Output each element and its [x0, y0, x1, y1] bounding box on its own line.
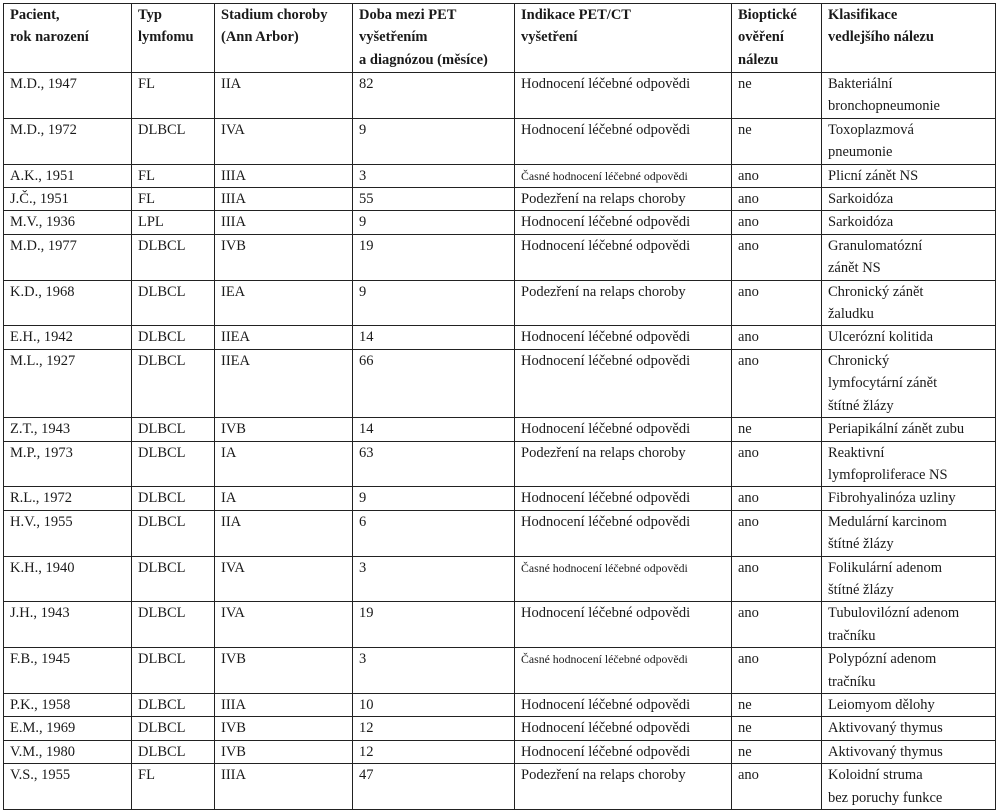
interval-cell: 9 — [353, 118, 515, 164]
interval-cell: 19 — [353, 234, 515, 280]
table-row — [4, 73, 996, 119]
patient-cell: V.S., 1955 — [4, 764, 132, 810]
lymphoma-type-cell: DLBCL — [132, 441, 215, 487]
interval-cell: 9 — [353, 280, 515, 326]
biopsy-cell: ano — [732, 188, 822, 211]
biopsy-cell: ano — [732, 164, 822, 187]
indication-cell: Časné hodnocení léčebné odpovědi — [515, 556, 732, 602]
patient-cell: V.M., 1980 — [4, 740, 132, 763]
header-row — [4, 4, 996, 73]
patient-cell: M.D., 1972 — [4, 118, 132, 164]
patient-cell: M.V., 1936 — [4, 211, 132, 234]
interval-cell: 3 — [353, 164, 515, 187]
interval-cell: 19 — [353, 602, 515, 648]
finding-class-cell: Reaktivní lymfoproliferace NS — [822, 441, 996, 487]
header-stage: Stadium choroby (Ann Arbor) — [215, 4, 353, 73]
lymphoma-type-cell: DLBCL — [132, 740, 215, 763]
biopsy-cell: ano — [732, 510, 822, 556]
patient-cell: F.B., 1945 — [4, 648, 132, 694]
header-patient: Pacient, rok narození — [4, 4, 132, 73]
table-row — [4, 164, 996, 187]
interval-cell: 47 — [353, 764, 515, 810]
lymphoma-type-cell: DLBCL — [132, 556, 215, 602]
stage-cell: IIEA — [215, 326, 353, 349]
finding-class-cell: Aktivovaný thymus — [822, 740, 996, 763]
patient-cell: H.V., 1955 — [4, 510, 132, 556]
stage-cell: IEA — [215, 280, 353, 326]
finding-class-cell: Sarkoidóza — [822, 211, 996, 234]
biopsy-cell: ano — [732, 487, 822, 510]
table-row — [4, 188, 996, 211]
indication-cell: Hodnocení léčebné odpovědi — [515, 693, 732, 716]
interval-cell: 55 — [353, 188, 515, 211]
indication-cell: Podezření na relaps choroby — [515, 441, 732, 487]
patient-cell: M.D., 1947 — [4, 73, 132, 119]
finding-class-cell: Periapikální zánět zubu — [822, 418, 996, 441]
patient-cell: Z.T., 1943 — [4, 418, 132, 441]
table-row — [4, 280, 996, 326]
indication-cell: Podezření na relaps choroby — [515, 764, 732, 810]
patient-cell: E.M., 1969 — [4, 717, 132, 740]
finding-class-cell: Koloidní struma bez poruchy funkce — [822, 764, 996, 810]
finding-class-cell: Sarkoidóza — [822, 188, 996, 211]
lymphoma-type-cell: DLBCL — [132, 487, 215, 510]
indication-cell: Hodnocení léčebné odpovědi — [515, 326, 732, 349]
indication-cell: Podezření na relaps choroby — [515, 280, 732, 326]
patient-cell: M.D., 1977 — [4, 234, 132, 280]
biopsy-cell: ano — [732, 441, 822, 487]
stage-cell: IIIA — [215, 693, 353, 716]
indication-cell: Hodnocení léčebné odpovědi — [515, 118, 732, 164]
lymphoma-type-cell: DLBCL — [132, 418, 215, 441]
finding-class-cell: Leiomyom dělohy — [822, 693, 996, 716]
stage-cell: IIA — [215, 73, 353, 119]
interval-cell: 3 — [353, 556, 515, 602]
table-body — [4, 73, 996, 810]
finding-class-cell: Folikulární adenom štítné žlázy — [822, 556, 996, 602]
stage-cell: IIIA — [215, 211, 353, 234]
stage-cell: IVB — [215, 717, 353, 740]
interval-cell: 12 — [353, 740, 515, 763]
indication-cell: Hodnocení léčebné odpovědi — [515, 73, 732, 119]
stage-cell: IA — [215, 441, 353, 487]
biopsy-cell: ano — [732, 349, 822, 417]
patient-cell: R.L., 1972 — [4, 487, 132, 510]
lymphoma-type-cell: DLBCL — [132, 349, 215, 417]
finding-class-cell: Chronický zánět žaludku — [822, 280, 996, 326]
table-row — [4, 717, 996, 740]
table-row — [4, 510, 996, 556]
patient-cell: J.Č., 1951 — [4, 188, 132, 211]
patient-cell: M.P., 1973 — [4, 441, 132, 487]
indication-cell: Hodnocení léčebné odpovědi — [515, 487, 732, 510]
finding-class-cell: Plicní zánět NS — [822, 164, 996, 187]
interval-cell: 10 — [353, 693, 515, 716]
finding-class-cell: Tubulovilózní adenom tračníku — [822, 602, 996, 648]
data-table — [3, 3, 996, 810]
biopsy-cell: ne — [732, 740, 822, 763]
biopsy-cell: ano — [732, 326, 822, 349]
biopsy-cell: ano — [732, 280, 822, 326]
finding-class-cell: Granulomatózní zánět NS — [822, 234, 996, 280]
biopsy-cell: ano — [732, 764, 822, 810]
header-biopsy: Bioptické ověření nálezu — [732, 4, 822, 73]
patient-cell: K.D., 1968 — [4, 280, 132, 326]
lymphoma-type-cell: DLBCL — [132, 602, 215, 648]
biopsy-cell: ne — [732, 418, 822, 441]
stage-cell: IIIA — [215, 164, 353, 187]
biopsy-cell: ne — [732, 717, 822, 740]
stage-cell: IVA — [215, 602, 353, 648]
stage-cell: IIIA — [215, 188, 353, 211]
indication-cell: Hodnocení léčebné odpovědi — [515, 740, 732, 763]
finding-class-cell: Fibrohyalinóza uzliny — [822, 487, 996, 510]
patient-cell: M.L., 1927 — [4, 349, 132, 417]
stage-cell: IIA — [215, 510, 353, 556]
patient-cell: A.K., 1951 — [4, 164, 132, 187]
stage-cell: IIIA — [215, 764, 353, 810]
finding-class-cell: Polypózní adenom tračníku — [822, 648, 996, 694]
header-interval: Doba mezi PET vyšetřením a diagnózou (měsíce) — [353, 4, 515, 73]
finding-class-cell: Bakteriální bronchopneumonie — [822, 73, 996, 119]
table-header — [4, 4, 996, 73]
biopsy-cell: ano — [732, 234, 822, 280]
table-row — [4, 441, 996, 487]
patient-cell: E.H., 1942 — [4, 326, 132, 349]
lymphoma-type-cell: DLBCL — [132, 648, 215, 694]
interval-cell: 9 — [353, 487, 515, 510]
biopsy-cell: ano — [732, 556, 822, 602]
interval-cell: 9 — [353, 211, 515, 234]
table-row — [4, 556, 996, 602]
table-row — [4, 602, 996, 648]
indication-cell: Časné hodnocení léčebné odpovědi — [515, 648, 732, 694]
table-row — [4, 693, 996, 716]
table-row — [4, 740, 996, 763]
stage-cell: IVB — [215, 418, 353, 441]
table-row — [4, 764, 996, 810]
indication-cell: Hodnocení léčebné odpovědi — [515, 717, 732, 740]
biopsy-cell: ne — [732, 118, 822, 164]
indication-cell: Hodnocení léčebné odpovědi — [515, 602, 732, 648]
finding-class-cell: Toxoplazmová pneumonie — [822, 118, 996, 164]
lymphoma-type-cell: DLBCL — [132, 280, 215, 326]
stage-cell: IVA — [215, 556, 353, 602]
finding-class-cell: Aktivovaný thymus — [822, 717, 996, 740]
interval-cell: 6 — [353, 510, 515, 556]
lymphoma-type-cell: FL — [132, 764, 215, 810]
table-row — [4, 326, 996, 349]
indication-cell: Hodnocení léčebné odpovědi — [515, 418, 732, 441]
lymphoma-type-cell: DLBCL — [132, 118, 215, 164]
lymphoma-type-cell: DLBCL — [132, 693, 215, 716]
indication-cell: Podezření na relaps choroby — [515, 188, 732, 211]
stage-cell: IVB — [215, 648, 353, 694]
biopsy-cell: ne — [732, 73, 822, 119]
finding-class-cell: Chronický lymfocytární zánět štítné žlázy — [822, 349, 996, 417]
indication-cell: Hodnocení léčebné odpovědi — [515, 349, 732, 417]
lymphoma-type-cell: FL — [132, 188, 215, 211]
interval-cell: 12 — [353, 717, 515, 740]
lymphoma-type-cell: DLBCL — [132, 510, 215, 556]
header-lymphoma-type: Typ lymfomu — [132, 4, 215, 73]
header-indication: Indikace PET/CT vyšetření — [515, 4, 732, 73]
biopsy-cell: ano — [732, 211, 822, 234]
table-row — [4, 211, 996, 234]
interval-cell: 66 — [353, 349, 515, 417]
indication-cell: Hodnocení léčebné odpovědi — [515, 211, 732, 234]
interval-cell: 82 — [353, 73, 515, 119]
table-row — [4, 418, 996, 441]
lymphoma-type-cell: DLBCL — [132, 326, 215, 349]
lymphoma-type-cell: FL — [132, 164, 215, 187]
indication-cell: Časné hodnocení léčebné odpovědi — [515, 164, 732, 187]
indication-cell: Hodnocení léčebné odpovědi — [515, 510, 732, 556]
table-row — [4, 349, 996, 417]
lymphoma-type-cell: LPL — [132, 211, 215, 234]
interval-cell: 63 — [353, 441, 515, 487]
interval-cell: 3 — [353, 648, 515, 694]
lymphoma-type-cell: DLBCL — [132, 234, 215, 280]
patient-cell: P.K., 1958 — [4, 693, 132, 716]
lymphoma-type-cell: FL — [132, 73, 215, 119]
stage-cell: IA — [215, 487, 353, 510]
header-finding-class: Klasifikace vedlejšího nálezu — [822, 4, 996, 73]
table-row — [4, 118, 996, 164]
biopsy-cell: ano — [732, 648, 822, 694]
patient-cell: J.H., 1943 — [4, 602, 132, 648]
interval-cell: 14 — [353, 326, 515, 349]
table-row — [4, 234, 996, 280]
stage-cell: IVB — [215, 234, 353, 280]
table-row — [4, 487, 996, 510]
stage-cell: IVB — [215, 740, 353, 763]
interval-cell: 14 — [353, 418, 515, 441]
biopsy-cell: ne — [732, 693, 822, 716]
stage-cell: IIEA — [215, 349, 353, 417]
stage-cell: IVA — [215, 118, 353, 164]
finding-class-cell: Medulární karcinom štítné žlázy — [822, 510, 996, 556]
patient-cell: K.H., 1940 — [4, 556, 132, 602]
finding-class-cell: Ulcerózní kolitida — [822, 326, 996, 349]
lymphoma-type-cell: DLBCL — [132, 717, 215, 740]
biopsy-cell: ano — [732, 602, 822, 648]
indication-cell: Hodnocení léčebné odpovědi — [515, 234, 732, 280]
table-row — [4, 648, 996, 694]
